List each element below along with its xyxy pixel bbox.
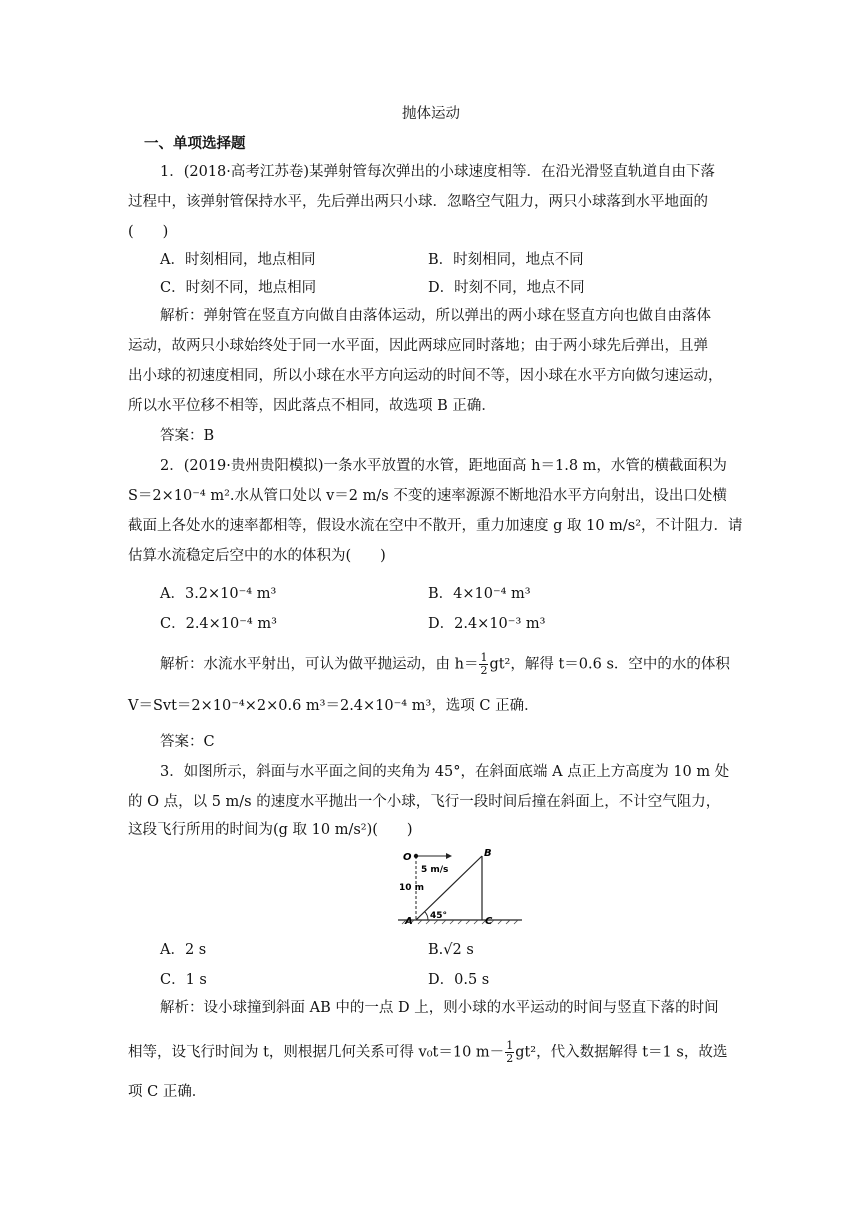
q3-explanation-line3: 项 C 正确． <box>128 1084 207 1100</box>
q2-stem-line4: 估算水流稳定后空中的水的体积为( ) <box>128 548 386 564</box>
q2-explanation-line2: V＝Svt＝2×10⁻⁴×2×0.6 m³＝2.4×10⁻⁴ m³，选项 C 正确． <box>128 698 539 714</box>
q3-stem-line2: 的 O 点，以 5 m/s 的速度水平抛出一个小球，飞行一段时间后撞在斜面上，不计空气阻力， <box>128 794 721 810</box>
q3-exp2-pre: 相等，设飞行时间为 t，则根据几何关系可得 v₀t＝10 m－ <box>128 1044 505 1061</box>
label-a: A <box>405 916 413 927</box>
angle-arc <box>425 912 429 921</box>
label-b: B <box>484 848 492 859</box>
label-o: O <box>403 852 412 863</box>
section-heading: 一、单项选择题 <box>144 135 246 152</box>
q2-stem-line1: 2．(2019·贵州贵阳模拟)一条水平放置的水管，距地面高 h＝1.8 m，水管的横截面积为 <box>160 458 727 474</box>
page-title: 抛体运动 <box>402 106 460 122</box>
q2-explanation-line1 <box>160 652 734 677</box>
q1-explanation-line4: 所以水平位移不相等，因此落点不相同，故选项 B 正确． <box>128 398 496 414</box>
q2-option-b: B．4×10⁻⁴ m³ <box>428 586 531 602</box>
q1-option-d: D．时刻不同，地点不同 <box>428 280 585 296</box>
q2-exp1-post: gt²，解得 t＝0.6 s．空中的水的体积 <box>489 656 730 673</box>
q2-stem-line2: S＝2×10⁻⁴ m².水从管口处以 v＝2 m/s 不变的速率源源不断地沿水平方向射出，设出口处横 <box>128 488 727 504</box>
incline-diagram <box>394 846 524 928</box>
q2-option-d: D．2.4×10⁻³ m³ <box>428 616 546 632</box>
point-o-dot <box>414 854 418 858</box>
q2-exp1-pre: 解析：水流水平射出，可认为做平抛运动，由 h＝ <box>160 656 479 673</box>
q2-option-a: A．3.2×10⁻⁴ m³ <box>160 586 277 602</box>
label-speed: 5 m/s <box>421 865 449 875</box>
q1-option-b: B．时刻相同，地点不同 <box>428 252 584 268</box>
velocity-arrow-head <box>446 853 452 859</box>
q2-answer: 答案：C <box>160 734 215 750</box>
label-height: 10 m <box>399 883 425 893</box>
fraction-half: $\frac{1}{2}$ <box>480 651 488 677</box>
q3-stem-line3: 这段飞行所用的时间为(g 取 10 m/s²)( ) <box>128 822 413 838</box>
q3-stem-line1: 3．如图所示，斜面与水平面之间的夹角为 45°，在斜面底端 A 点正上方高度为 10 m 处 <box>160 764 730 780</box>
q1-stem-line1: 1．(2018·高考江苏卷)某弹射管每次弹出的小球速度相等．在沿光滑竖直轨道自由下落 <box>160 164 716 180</box>
q1-explanation-line2: 运动，故两只小球始终处于同一水平面，因此两球应同时落地；由于两小球先后弹出，且弹 <box>128 338 708 354</box>
q1-option-c: C．时刻不同，地点相同 <box>160 280 317 296</box>
q3-explanation-line1: 解析：设小球撞到斜面 AB 中的一点 D 上，则小球的水平运动的时间与竖直下落的时间 <box>160 1000 719 1016</box>
q1-explanation-line1: 解析：弹射管在竖直方向做自由落体运动，所以弹出的两小球在竖直方向也做自由落体 <box>160 308 711 324</box>
label-angle: 45° <box>430 911 448 921</box>
q2-option-c: C．2.4×10⁻⁴ m³ <box>160 616 277 632</box>
q1-explanation-line3: 出小球的初速度相同，所以小球在水平方向运动的时间不等，因小球在水平方向做匀速运动， <box>128 368 723 384</box>
q3-explanation-line2 <box>128 1040 734 1065</box>
q1-option-a: A．时刻相同，地点相同 <box>160 252 316 268</box>
q3-option-c: C．1 s <box>160 972 207 988</box>
q3-option-d: D．0.5 s <box>428 972 490 988</box>
label-c: C <box>485 916 493 927</box>
q1-stem-line3: ( ) <box>128 224 169 240</box>
q3-option-b: B.√2 s <box>428 942 474 958</box>
q1-stem-line2: 过程中，该弹射管保持水平，先后弹出两只小球．忽略空气阻力，两只小球落到水平地面的 <box>128 194 708 210</box>
q2-stem-line3: 截面上各处水的速率都相等，假设水流在空中不散开，重力加速度 g 取 10 m/s²，不计阻力．请 <box>128 518 743 534</box>
q3-exp2-post: gt²，代入数据解得 t＝1 s，故选 <box>515 1044 728 1061</box>
fraction-half: $\frac{1}{2}$ <box>506 1039 514 1065</box>
q3-option-a: A．2 s <box>160 942 207 958</box>
q1-answer: 答案：B <box>160 428 215 444</box>
